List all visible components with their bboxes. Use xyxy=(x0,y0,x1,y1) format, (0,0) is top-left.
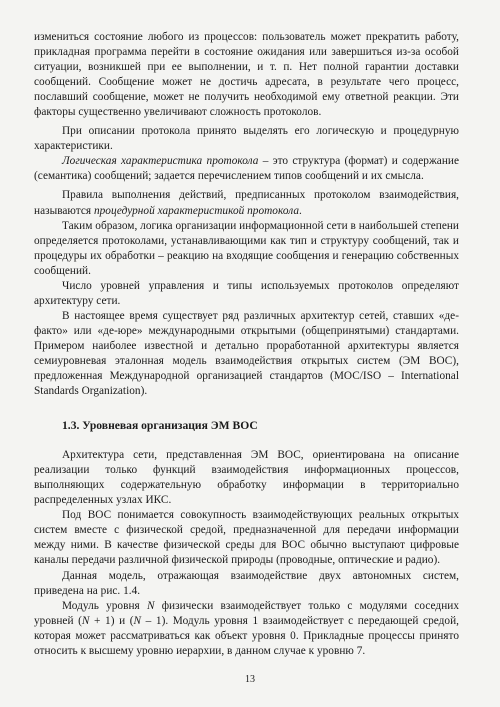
paragraph xyxy=(34,219,459,279)
text-run: В настоящее время существует ряд различных архитектур сетей, ставших «де-факто» или «де-юре» международными открытыми (общепринятыми) стандартами. Примером наиболее известной и детально проработанной архитектуры является семиуровневая эталонная модель взаимодействия открытых систем (ЭМ ВОС), предложенная Международной организацией стандартов (МОС/ISO – International Standards Organization). xyxy=(34,309,459,398)
text-run: – это структура (формат) и содержание (семантика) сообщений; задается перечислением типов сообщений и их смысла. xyxy=(34,155,459,183)
text-run: Модуль уровня xyxy=(62,599,147,612)
text-run: Данная модель, отражающая взаимодействие двух автономных систем, приведена на рис. 1.4. xyxy=(34,569,459,597)
body-text-bottom xyxy=(34,448,459,659)
text-run: Таким образом, логика организации информационной сети в наибольшей степени определяется протоколами, устанавливающими как тип и структуру сообщений, так и процедуры их обработки – реакцию на входящие сообщения и генерацию собственных сообщений. xyxy=(34,219,459,277)
paragraph xyxy=(34,124,459,154)
paragraph xyxy=(34,448,459,508)
paragraph xyxy=(34,569,459,599)
italic-text: Логическая характеристика протокола xyxy=(62,155,259,168)
paragraph xyxy=(34,309,459,399)
page-number: 13 xyxy=(245,674,255,685)
paragraph xyxy=(34,154,459,184)
italic-text: процедурной характеристикой протокола xyxy=(93,204,299,217)
text-run: Число уровней управления и типы используемых протоколов определяют архитектуру сети. xyxy=(34,279,459,307)
text-run: + 1) и ( xyxy=(89,614,134,627)
italic-text: N xyxy=(133,614,142,627)
paragraph xyxy=(34,30,459,120)
paragraph xyxy=(34,599,459,659)
text-run: физически взаимодействует только с модулями соседних уровней ( xyxy=(34,599,459,627)
text-run: Архитектура сети, представленная ЭМ ВОС, ориентирована на описание реализации только функций взаимодействия информационных процессов, выполняющих содержательную обработку информации в территориально распределенных узлах ИКС. xyxy=(34,449,459,507)
paragraph xyxy=(34,188,459,218)
text-run: При описании протокола принято выделять его логическую и процедурную характеристики. xyxy=(34,125,459,153)
text-run: Правила выполнения действий, предписанных протоколом взаимодействия, называются xyxy=(34,189,459,217)
paragraph xyxy=(34,279,459,309)
italic-text: N xyxy=(81,614,90,627)
body-text-top xyxy=(34,30,459,399)
text-run: измениться состояние любого из процессов: пользователь может прекратить работу, прикладная программа перейти в состояние ожидания или завершиться из-за особой ситуации, возникшей при ее выполнении, и т. п. Нет полной гарантии доставки сообщений. Сообщение может не достичь адресата, в результате чего процесс, пославший сообщение, может не получить необходимой ему ответной реакции. Эти факторы существенно увеличивают сложность протоколов. xyxy=(34,31,459,119)
section-heading: 1.3. Уровневая организация ЭМ ВОС xyxy=(62,419,258,433)
text-run: Под ВОС понимается совокупность взаимодействующих реальных открытых систем вместе с физической средой, предназначенной для передачи информации между ними. В качестве физической среды для ВОС обычно выступают цифровые каналы передачи различной физической природы (проводные, оптические и радио). xyxy=(34,509,459,567)
text-run: – 1). Модуль уровня 1 взаимодействует с передающей средой, которая может рассматриваться как объект уровня 0. Прикладные процессы принято относить к высшему уровню иерархии, в данном случае к уровню 7. xyxy=(34,614,459,657)
paragraph xyxy=(34,508,459,568)
italic-text: N xyxy=(146,599,155,612)
text-run: . xyxy=(299,204,302,217)
